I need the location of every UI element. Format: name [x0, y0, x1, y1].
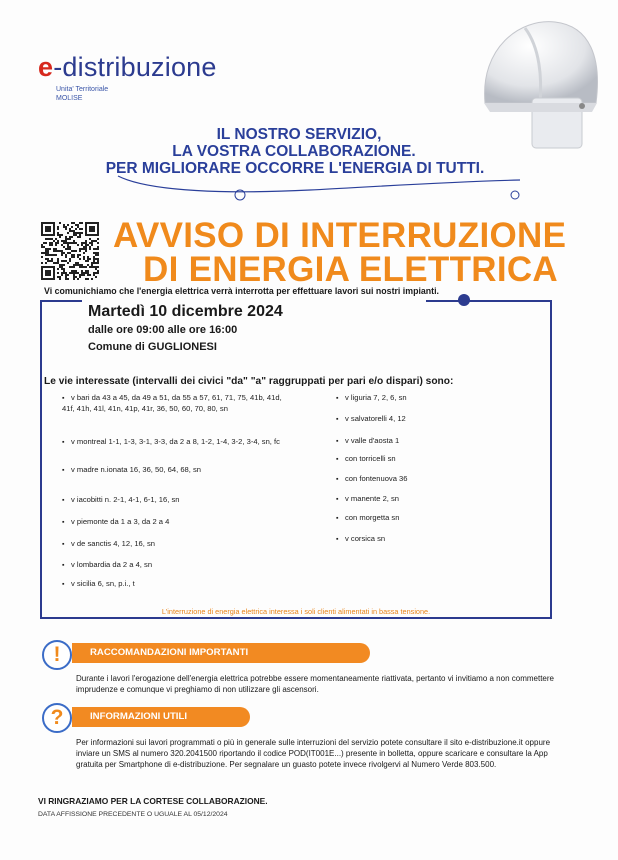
frame-top-left [40, 300, 82, 302]
recommendations-title: RACCOMANDAZIONI IMPORTANTI [72, 643, 370, 663]
logo [38, 52, 217, 83]
street-item: ▪ v piemonte da 1 a 3, da 2 a 4 [62, 517, 170, 526]
thanks-text: VI RINGRAZIAMO PER LA CORTESE COLLABORAZIONE. [38, 796, 268, 806]
unit-region: MOLISE [56, 95, 83, 102]
slogan-line-3: PER MIGLIORARE OCCORRE L'ENERGIA DI TUTTI. [105, 160, 485, 177]
intro-text: Vi comunichiamo che l'energia elettrica verrà interrotta per effettuare lavori sui nostri impianti. [44, 286, 439, 296]
warning-icon: ! [42, 640, 72, 670]
notice-title-line-1: AVVISO DI INTERRUZIONE [113, 216, 567, 255]
street-item: ▪ v manente 2, sn [336, 494, 400, 503]
qr-code-icon [41, 222, 99, 280]
streets-header: Le vie interessate (intervalli dei civici "da" "a" raggruppati per pari e/o dispari) sono: [44, 376, 454, 387]
logo-e: e [38, 52, 54, 82]
recommendations-text: Durante i lavori l'erogazione dell'energia elettrica potrebbe essere momentaneamente riattivata, pertanto vi invitiamo a non commettere imprudenze e comunque vi preghiamo di non utilizzare gli ascensori. [76, 674, 554, 694]
frame-top-right [426, 300, 550, 302]
outage-comune: Comune di GUGLIONESI [88, 341, 217, 353]
notice-title-line-2: DI ENERGIA ELETTRICA [143, 250, 558, 289]
low-voltage-note: L'interruzione di energia elettrica interessa i soli clienti alimentati in bassa tensione. [161, 607, 431, 616]
slogan-line-1: IL NOSTRO SERVIZIO, [216, 126, 382, 143]
logo-text: -distribuzione [53, 52, 217, 82]
street-item: ▪ con fontenuova 36 [336, 474, 408, 483]
slogan-line-2: LA VOSTRA COLLABORAZIONE. [172, 143, 416, 160]
useful-info-title: INFORMAZIONI UTILI [72, 707, 250, 727]
slogan-swoosh-icon [110, 162, 530, 202]
street-item: ▪ con torricelli sn [336, 454, 396, 463]
pin-icon [458, 294, 470, 306]
street-item: ▪ con morgetta sn [336, 513, 400, 522]
affix-date: DATA AFFISSIONE PRECEDENTE O UGUALE AL 05/12/2024 [38, 811, 228, 818]
street-item: ▪ v sicilia 6, sn, p.i., t [62, 579, 135, 588]
street-item: ▪ v bari da 43 a 45, da 49 a 51, da 55 a 57, 61, 71, 75, 41b, 41d, 41f, 41h, 41l, 41n, 41p, 41r, 36, 50, 60, 70, 80, sn [62, 393, 282, 413]
street-item: ▪ v iacobitti n. 2-1, 4-1, 6-1, 16, sn [62, 495, 180, 504]
street-item: ▪ v valle d'aosta 1 [336, 436, 400, 445]
street-item: ▪ v liguria 7, 2, 6, sn [336, 393, 407, 402]
unit-label: Unita' Territoriale [56, 86, 109, 93]
street-item: ▪ v lombardia da 2 a 4, sn [62, 560, 153, 569]
street-item: ▪ v madre n.ionata 16, 36, 50, 64, 68, sn [62, 465, 202, 474]
street-item: ▪ v de sanctis 4, 12, 16, sn [62, 539, 156, 548]
useful-info-text: Per informazioni sui lavori programmati o più in generale sulle interruzioni del servizio potete consultare il sito e-distribuzione.it oppure inviare un SMS al numero 320.2041500 riportando il codice POD(IT001E...) presente in bolletta, oppure scaricare e consultare la App gratuita per Smartphone di e-distribuzione. Per segnalare un guasto potete invece rivolgervi al Numero Verde 803.500. [76, 738, 551, 769]
outage-date: Martedì 10 dicembre 2024 [88, 303, 283, 320]
outage-hours: dalle ore 09:00 alle ore 16:00 [88, 324, 238, 336]
question-icon: ? [42, 703, 72, 733]
street-item: ▪ v montreal 1-1, 1-3, 3-1, 3-3, da 2 a 8, 1-2, 1-4, 3-2, 3-4, sn, fc [62, 437, 280, 446]
street-item: ▪ v salvatorelli 4, 12 [336, 414, 406, 423]
street-item: ▪ v corsica sn [336, 534, 386, 543]
